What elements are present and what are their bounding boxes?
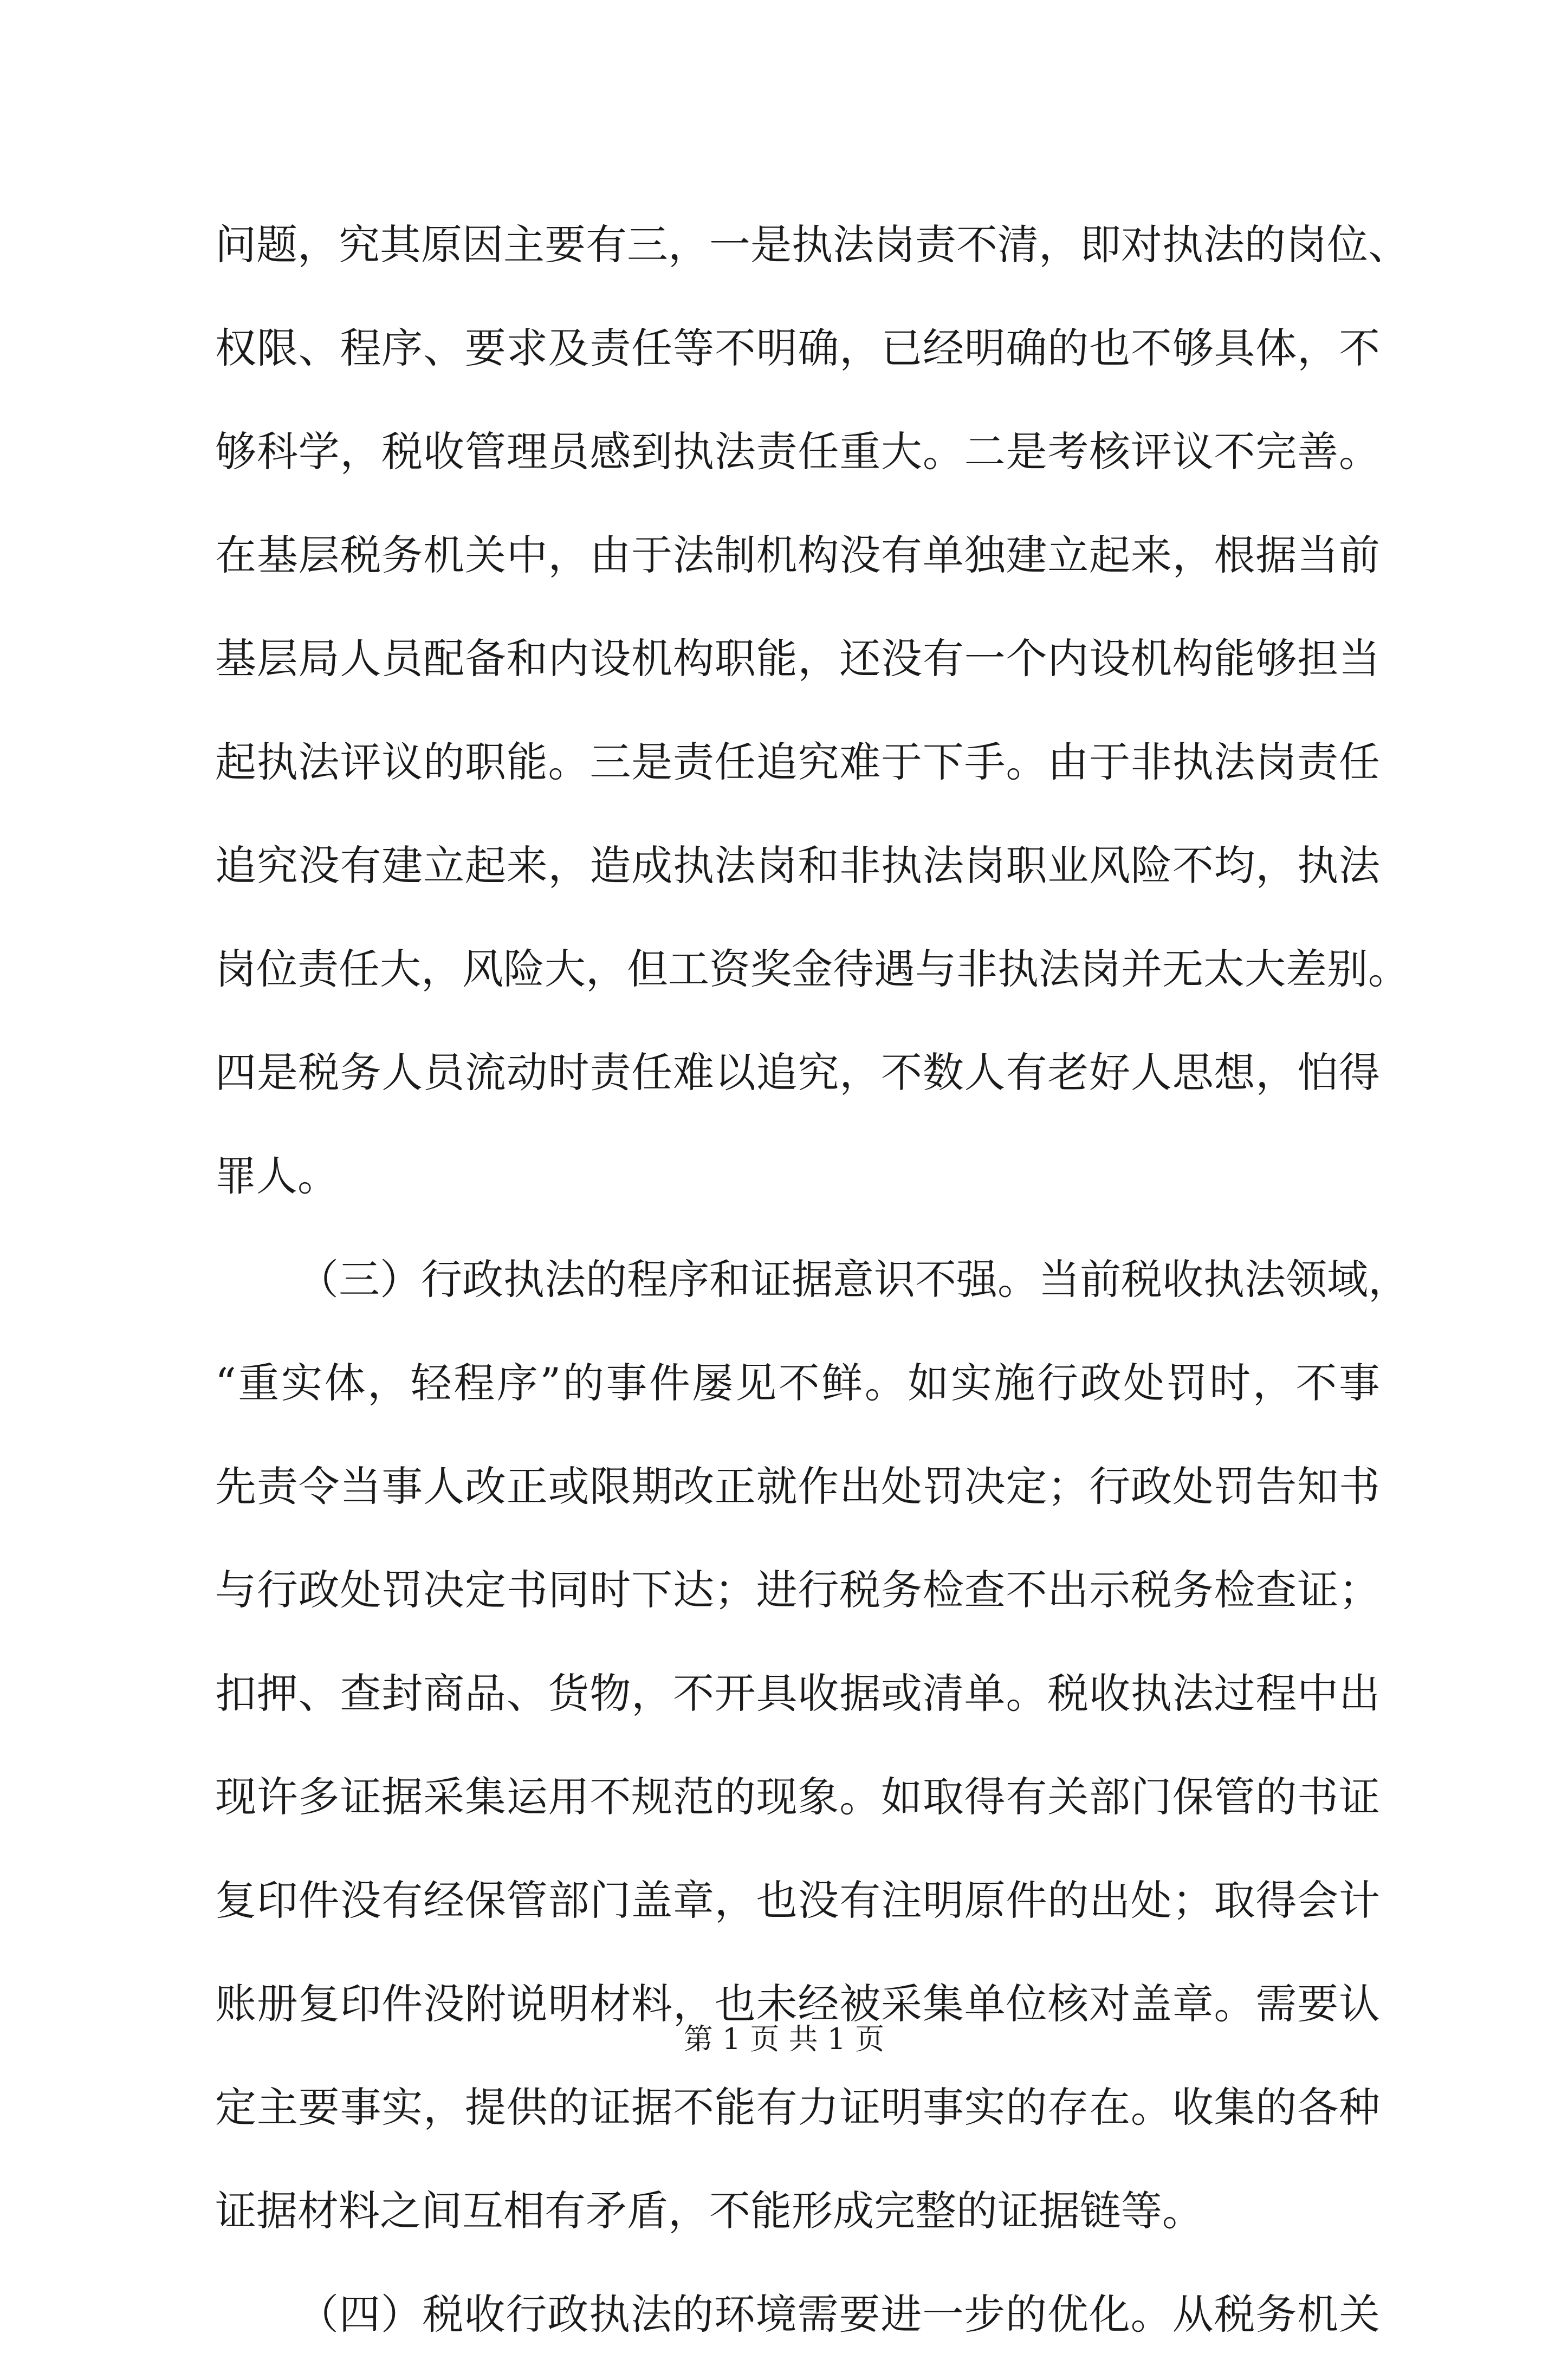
paragraph-line: 账册复印件没附说明材料，也未经被采集单位核对盖章。需要认 bbox=[215, 1980, 1380, 2028]
paragraph-line: 现许多证据采集运用不规范的现象。如取得有关部门保管的书证 bbox=[215, 1773, 1380, 1821]
section-heading-3: （三）行政执法的程序和证据意识不强。当前税收执法领域， bbox=[297, 1255, 1409, 1304]
paragraph-line: 权限、程序、要求及责任等不明确，已经明确的也不够具体，不 bbox=[215, 324, 1380, 372]
paragraph-line: 与行政处罚决定书同时下达；进行税务检查不出示税务检查证； bbox=[215, 1566, 1380, 1614]
paragraph-line: 问题，究其原因主要有三，一是执法岗责不清，即对执法的岗位、 bbox=[215, 221, 1409, 269]
paragraph-line: 扣押、查封商品、货物，不开具收据或清单。税收执法过程中出 bbox=[215, 1669, 1380, 1717]
paragraph-line: 四是税务人员流动时责任难以追究，不数人有老好人思想，怕得 bbox=[215, 1048, 1380, 1097]
paragraph-line: 追究没有建立起来，造成执法岗和非执法岗职业风险不均，执法 bbox=[215, 841, 1380, 890]
paragraph-line: 定主要事实，提供的证据不能有力证明事实的存在。收集的各种 bbox=[215, 2083, 1380, 2131]
paragraph-line: 基层局人员配备和内设机构职能，还没有一个内设机构能够担当 bbox=[215, 634, 1380, 683]
paragraph-line: “重实体，轻程序”的事件屡见不鲜。如实施行政处罚时，不事 bbox=[215, 1359, 1380, 1407]
paragraph-line-last: 证据材料之间互相有矛盾，不能形成完整的证据链等。 bbox=[215, 2187, 1203, 2235]
page-number-footer: 第 1 页 共 1 页 bbox=[683, 2022, 885, 2056]
paragraph-line: 起执法评议的职能。三是责任追究难于下手。由于非执法岗责任 bbox=[215, 738, 1380, 786]
paragraph-line: 岗位责任大，风险大，但工资奖金待遇与非执法岗并无太大差别。 bbox=[215, 945, 1409, 993]
section-heading-4: （四）税收行政执法的环境需要进一步的优化。从税务机关 bbox=[297, 2290, 1380, 2338]
paragraph-line: 够科学，税收管理员感到执法责任重大。二是考核评议不完善。 bbox=[215, 427, 1380, 476]
paragraph-line: 在基层税务机关中，由于法制机构没有单独建立起来，根据当前 bbox=[215, 531, 1380, 579]
paragraph-line: 先责令当事人改正或限期改正就作出处罚决定；行政处罚告知书 bbox=[215, 1462, 1380, 1511]
paragraph-line: 复印件没有经保管部门盖章，也没有注明原件的出处；取得会计 bbox=[215, 1876, 1380, 1924]
paragraph-line-last: 罪人。 bbox=[215, 1152, 339, 1200]
